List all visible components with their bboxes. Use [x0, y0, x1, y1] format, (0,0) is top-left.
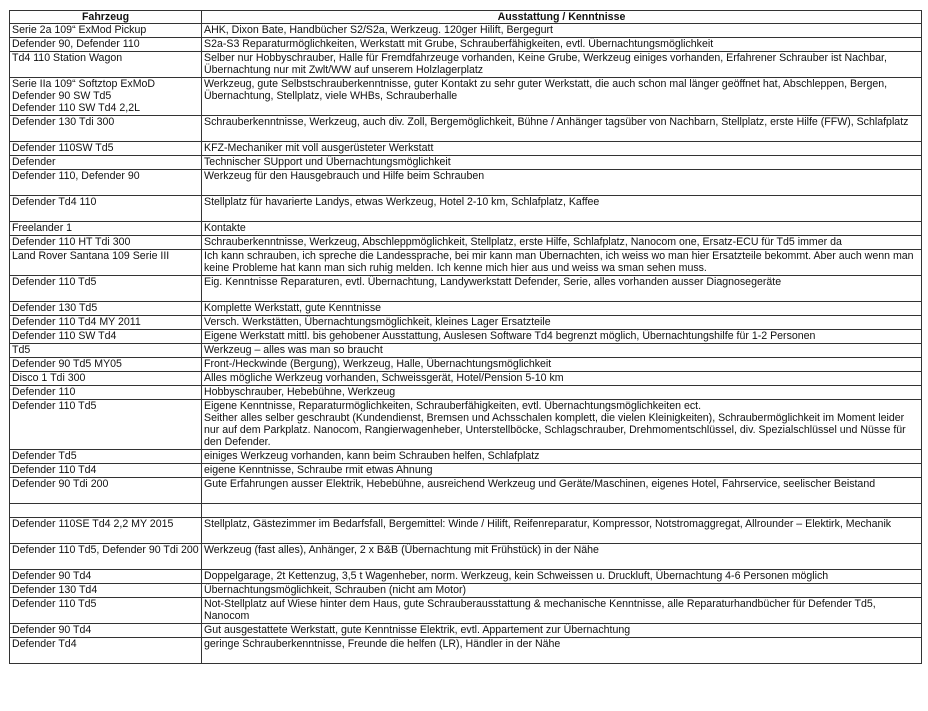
equipment-cell: Übernachtungsmöglichkeit, Schrauben (nicht am Motor) [202, 584, 922, 598]
equipment-cell: Werkzeug, gute Selbstschrauberkenntnisse, guter Kontakt zu sehr guter Werkstatt, die auch schon mal länger geöffnet hat, Abschleppen, Bergen, Übernachtung, Stellplatz, viele WHBs, Schrauberhalle [202, 78, 922, 116]
table-row [10, 38, 922, 52]
table-row [10, 78, 922, 116]
vehicle-cell: Defender 90, Defender 110 [10, 38, 202, 52]
table-row [10, 464, 922, 478]
equipment-cell: S2a-S3 Reparaturmöglichkeiten, Werkstatt mit Grube, Schrauberfähigkeiten, evtl. Übernachtungsmöglichkeit [202, 38, 922, 52]
vehicle-cell: Defender 110 Td4 MY 2011 [10, 316, 202, 330]
vehicle-cell: Defender 110 Td4 [10, 464, 202, 478]
equipment-cell: KFZ-Mechaniker mit voll ausgerüsteter Werkstatt [202, 142, 922, 156]
table-row [10, 624, 922, 638]
table-row [10, 330, 922, 344]
table-row [10, 544, 922, 570]
table-row [10, 222, 922, 236]
vehicle-cell: Defender [10, 156, 202, 170]
equipment-cell: Front-/Heckwinde (Bergung), Werkzeug, Halle, Übernachtungsmöglichkeit [202, 358, 922, 372]
table-row [10, 156, 922, 170]
table-row [10, 504, 922, 518]
vehicle-cell: Defender 110SE Td4 2,2 MY 2015 [10, 518, 202, 544]
equipment-cell: eigene Kenntnisse, Schraube rmit etwas Ahnung [202, 464, 922, 478]
equipment-cell: einiges Werkzeug vorhanden, kann beim Schrauben helfen, Schlafplatz [202, 450, 922, 464]
vehicle-cell: Defender 110 HT Tdi 300 [10, 236, 202, 250]
vehicle-cell: Defender 110 Td5 [10, 276, 202, 302]
vehicle-cell: Defender 130 Tdi 300 [10, 116, 202, 142]
vehicle-cell: Defender 130 Td5 [10, 302, 202, 316]
table-row [10, 372, 922, 386]
equipment-cell: Stellplatz für havarierte Landys, etwas Werkzeug, Hotel 2-10 km, Schlafplatz, Kaffee [202, 196, 922, 222]
equipment-cell: Selber nur Hobbyschrauber, Halle für Fremdfahrzeuge vorhanden, Keine Grube, Werkzeug einiges vorhanden, Erfahrener Schrauber ist Nachbar, Übernachtung nur mit Zwlt/WW auf unserem Holzlagerplatz [202, 52, 922, 78]
vehicle-cell: Defender Td4 110 [10, 196, 202, 222]
table-row [10, 116, 922, 142]
vehicle-cell: Defender 110 SW Td4 [10, 330, 202, 344]
equipment-cell: Kontakte [202, 222, 922, 236]
vehicle-cell: Defender 110 Td5 [10, 400, 202, 450]
equipment-cell: Alles mögliche Werkzeug vorhanden, Schweissgerät, Hotel/Pension 5-10 km [202, 372, 922, 386]
vehicle-cell: Defender Td5 [10, 450, 202, 464]
vehicle-cell: Defender 110 [10, 386, 202, 400]
vehicle-cell: Land Rover Santana 109 Serie III [10, 250, 202, 276]
table-row [10, 400, 922, 450]
vehicle-cell: Defender 90 Td5 MY05 [10, 358, 202, 372]
table-body [10, 24, 922, 664]
equipment-cell: Hobbyschrauber, Hebebühne, Werkzeug [202, 386, 922, 400]
equipment-cell: Eig. Kenntnisse Reparaturen, evtl. Übernachtung, Landywerkstatt Defender, Serie, alles vorhanden ausser Diagnosegeräte [202, 276, 922, 302]
vehicle-cell: Defender 110 Td5 [10, 598, 202, 624]
table-row [10, 478, 922, 504]
equipment-cell: Gute Erfahrungen ausser Elektrik, Hebebühne, ausreichend Werkzeug und Geräte/Maschinen, eigenes Hotel, Fahrservice, seelischer Beistand [202, 478, 922, 504]
equipment-cell [202, 504, 922, 518]
vehicle-equipment-table [9, 10, 922, 664]
equipment-cell: Schrauberkenntnisse, Werkzeug, Abschleppmöglichkeit, Stellplatz, erste Hilfe, Schlafplatz, Nanocom one, Ersatz-ECU für Td5 immer da [202, 236, 922, 250]
table-row [10, 450, 922, 464]
table-row [10, 638, 922, 664]
column-header-vehicle: Fahrzeug [10, 11, 202, 24]
table-row [10, 142, 922, 156]
equipment-cell: geringe Schrauberkenntnisse, Freunde die helfen (LR), Händler in der Nähe [202, 638, 922, 664]
table-row [10, 302, 922, 316]
equipment-cell: Technischer SUpport und Übernachtungsmöglichkeit [202, 156, 922, 170]
table-row [10, 518, 922, 544]
table-row [10, 386, 922, 400]
table-row [10, 276, 922, 302]
equipment-cell: Not-Stellplatz auf Wiese hinter dem Haus, gute Schrauberausstattung & mechanische Kenntnisse, alle Reparaturhandbücher für Defender Td5, Nanocom [202, 598, 922, 624]
vehicle-cell: Defender 110 Td5, Defender 90 Tdi 200 [10, 544, 202, 570]
vehicle-cell: Serie IIa 109“ Softztop ExMoD Defender 90 SW Td5 Defender 110 SW Td4 2,2L [10, 78, 202, 116]
vehicle-cell: Defender 130 Td4 [10, 584, 202, 598]
table-row [10, 236, 922, 250]
equipment-cell: Werkzeug (fast alles), Anhänger, 2 x B&B (Übernachtung mit Frühstück) in der Nähe [202, 544, 922, 570]
table-row [10, 24, 922, 38]
vehicle-cell: Defender 90 Td4 [10, 570, 202, 584]
table-header-row [10, 11, 922, 24]
vehicle-cell [10, 504, 202, 518]
vehicle-cell: Defender 90 Tdi 200 [10, 478, 202, 504]
vehicle-cell: Defender 110SW Td5 [10, 142, 202, 156]
table-row [10, 250, 922, 276]
vehicle-cell: Defender 90 Td4 [10, 624, 202, 638]
table-row [10, 170, 922, 196]
table-row [10, 196, 922, 222]
vehicle-cell: Disco 1 Tdi 300 [10, 372, 202, 386]
table-row [10, 344, 922, 358]
vehicle-cell: Serie 2a 109“ ExMod Pickup [10, 24, 202, 38]
equipment-cell: Komplette Werkstatt, gute Kenntnisse [202, 302, 922, 316]
table-row [10, 52, 922, 78]
table-row [10, 570, 922, 584]
vehicle-cell: Freelander 1 [10, 222, 202, 236]
equipment-cell: AHK, Dixon Bate, Handbücher S2/S2a, Werkzeug. 120ger Hilift, Bergegurt [202, 24, 922, 38]
table-row [10, 598, 922, 624]
equipment-cell: Ich kann schrauben, ich spreche die Landessprache, bei mir kann man Übernachten, ich weiss wo man hier Ersatzteile bekommt. Aber auch wenn man keine Probleme hat kann man sich ruhig melden. Ich kenne mich hier aus und weiss wa sman sehen muss. [202, 250, 922, 276]
vehicle-cell: Td5 [10, 344, 202, 358]
vehicle-cell: Defender Td4 [10, 638, 202, 664]
equipment-cell: Versch. Werkstätten, Übernachtungsmöglichkeit, kleines Lager Ersatzteile [202, 316, 922, 330]
equipment-cell: Werkzeug – alles was man so braucht [202, 344, 922, 358]
vehicle-cell: Td4 110 Station Wagon [10, 52, 202, 78]
equipment-cell: Schrauberkenntnisse, Werkzeug, auch div. Zoll, Bergemöglichkeit, Bühne / Anhänger tagsüber von Nachbarn, Stellplatz, erste Hilfe (FFW), Schlafplatz [202, 116, 922, 142]
equipment-cell: Eigene Kenntnisse, Reparaturmöglichkeiten, Schrauberfähigkeiten, evtl. Übernachtungsmöglichkeiten ect. Seither alles selber geschraubt (Kundendienst, Bremsen und Achsschalen komplett, die vielen Kleinigkeiten), Schraubermöglichkeit im Moment leider nur auf dem Parkplatz. Nanocom, Rangierwagenheber, Unterstellböcke, Schlagschrauber, Drehmomentschlüssel, div. Spezialschlüssel und Nüsse für den Defender. [202, 400, 922, 450]
equipment-cell: Doppelgarage, 2t Kettenzug, 3,5 t Wagenheber, norm. Werkzeug, kein Schweissen u. Druckluft, Übernachtung 4-6 Personen möglich [202, 570, 922, 584]
table-row [10, 316, 922, 330]
equipment-cell: Gut ausgestattete Werkstatt, gute Kenntnisse Elektrik, evtl. Appartement zur Übernachtung [202, 624, 922, 638]
table-row [10, 358, 922, 372]
table-row [10, 584, 922, 598]
vehicle-cell: Defender 110, Defender 90 [10, 170, 202, 196]
equipment-cell: Werkzeug für den Hausgebrauch und Hilfe beim Schrauben [202, 170, 922, 196]
equipment-cell: Stellplatz, Gästezimmer im Bedarfsfall, Bergemittel: Winde / Hilift, Reifenreparatur, Kompressor, Notstromaggregat, Allrounder – Elektirk, Mechanik [202, 518, 922, 544]
equipment-cell: Eigene Werkstatt mittl. bis gehobener Ausstattung, Auslesen Software Td4 begrenzt möglich, Übernachtungshilfe für 1-2 Personen [202, 330, 922, 344]
column-header-equipment: Ausstattung / Kenntnisse [202, 11, 922, 24]
